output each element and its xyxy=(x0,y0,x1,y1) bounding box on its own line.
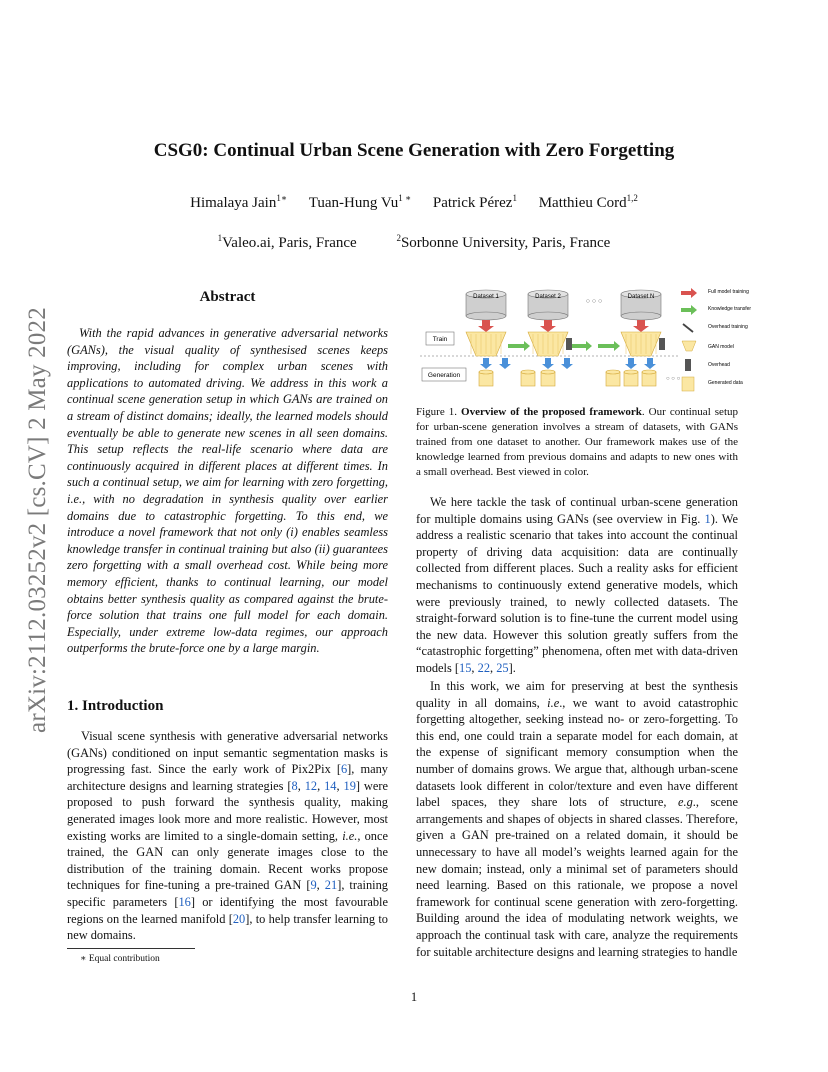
author: Matthieu Cord$^{1,2}$ xyxy=(538,193,638,211)
body-paragraph: We here tackle the task of continual urban-scene generation for multiple domains using GANs (see overview in Fig. 1). We address a realistic scenario that takes into account the continual property of driving data acquisition: data are continually collected from different places. Such a reality asks for efficient mechanisms to continuously extend generative models, which were previously trained, to newly collected datasets. The straight-forward solution is to fine-tune the current model using the new data. However this solution greatly suffers from the “catastrophic forgetting” phenomena, often met with data-driven models [15, 22, 25]. xyxy=(416,495,738,675)
generation-arrow xyxy=(480,358,492,369)
citation-link[interactable]: 6 xyxy=(340,762,348,777)
footnote-rule xyxy=(67,948,195,949)
citation-link[interactable]: 20 xyxy=(232,911,246,926)
citation-link[interactable]: 22 xyxy=(477,660,491,675)
citation-link[interactable]: 8 xyxy=(291,778,298,793)
citation-link[interactable]: 12 xyxy=(304,778,318,793)
generation-label: Generation xyxy=(427,372,461,379)
arxiv-id: arXiv:2112.03252v2 [cs.CV] 2 May 2022 xyxy=(24,307,51,733)
svg-text:Dataset N: Dataset N xyxy=(627,294,655,300)
abstract-text: With the rapid advances in generative adversarial networks (GANs), the visual quality of synthesised scenes keeps improving, including for complex urban scenes with applications to automated driving. We address in this work a continual scene generation setup in which GANs are trained on a stream of distinct domains; ideally, the learned models should eventually be able to generate new scenes in all seen domains. This setup reflects the real-life scenario where data are continuously acquired in different places at different times. In such a continual setup, we aim for learning with zero forgetting, i.e., with no degradation in synthesis quality over earlier domains due to catastrophic forgetting. To this end, we introduce a novel framework that not only (i) enables seamless knowledge transfer in continual training but also (ii) guarantees zero forgetting with a small overhead cost. While being more memory efficient, thanks to continual learning, our model obtains better synthesis quality as compared against the brute-force solution that trains one full model for each domain. Especially, under extreme low-data regimes, our approach outperforms the brute-force one by a large margin. xyxy=(67,326,388,656)
citation-link[interactable]: 15 xyxy=(459,660,472,675)
abstract-heading: Abstract xyxy=(199,289,256,305)
gan-model-n xyxy=(621,332,661,356)
gan-model-1 xyxy=(466,332,506,356)
footnote: ∗ Equal contribution xyxy=(80,954,160,964)
body-paragraph: In this work, we aim for preserving at best the synthesis quality in all domains, i.e., we want to avoid catastrophic forgetting altogether, seeking instead no- or zero-forgetting. To this end, one could train a separate model for each domain, at the expense of significant memory consumption when the number of domains grows. We argue that, although urban-scene datasets look different in color/texture and even have different label spaces, they share lots of structure, e.g., scene arrangements and shapes of objects in shared classes. Therefore, given a GAN pre-trained on a related domain, it should be unnecessary to have all model’s weights learned again for the new domain; instead, only a minimal set of parameters should need learning. Based on this rationale, we propose a novel framework for continual scene generation with zero-forgetting. Building around the idea of modulating network weights, we approach the continual task with care, analyze the requirements for suitable architecture designs and learning strategies to handle xyxy=(416,679,738,959)
section-heading-introduction: 1. Introduction xyxy=(67,698,164,714)
svg-text:Overhead training: Overhead training xyxy=(708,324,748,330)
intro-paragraph: Visual scene synthesis with generative adversarial networks (GANs) conditioned on input semantic segmentation masks is progressing fast. Since the early work of Pix2Pix [6], many architecture designs and learning strategies [8, 12, 14, 19] were proposed to push forward the synthesis quality, making generated images look more and more realistic. However, most existing works are limited to a single-domain setting, i.e., once trained, the GAN can only generate images close to the distribution of the training domain. Recent works propose techniques for fine-tuning a pre-trained GAN [9, 21], training specific parameters [16] or identifying the most favourable regions on the learned manifold [20], to help transfer learning to new domains. xyxy=(67,729,388,943)
framework-diagram xyxy=(416,284,752,396)
citation-link[interactable]: 9 xyxy=(310,878,317,893)
gan-model-2 xyxy=(528,332,568,356)
citation-link[interactable]: 14 xyxy=(324,778,337,793)
svg-text:Knowledge transfer: Knowledge transfer xyxy=(708,306,752,312)
svg-text:Overhead: Overhead xyxy=(708,362,730,368)
svg-text:Dataset 2: Dataset 2 xyxy=(535,294,561,300)
figure-caption: Figure 1. Overview of the proposed framework. Our continual setup for urban-scene generation involves a stream of datasets, with GANs trained from one dataset to another. Our framework makes use of the knowledge learned from previous domains and adapts to new ones with a small overhead. Best viewed in color. xyxy=(416,406,738,478)
figure-legend xyxy=(681,288,751,391)
dataset-1-cylinder xyxy=(466,290,506,320)
svg-text:Generated data: Generated data xyxy=(708,380,743,386)
author: Patrick Pérez$^1$ xyxy=(432,193,517,211)
svg-text:GAN model: GAN model xyxy=(708,344,734,350)
citation-link[interactable]: 16 xyxy=(178,894,191,909)
dataset-ellipsis: ○ ○ ○ xyxy=(585,298,603,305)
dataset-2-cylinder xyxy=(528,290,568,320)
citation-link[interactable]: 21 xyxy=(324,878,338,893)
author: Himalaya Jain$^{1∗}$ xyxy=(190,193,287,211)
generated-data-cylinders xyxy=(479,370,656,386)
affiliation-list xyxy=(0,233,828,252)
author: Tuan-Hung $Vu^{1 ∗}$ xyxy=(308,193,412,211)
page-number: 1 xyxy=(410,990,418,1004)
citation-link[interactable]: 25 xyxy=(496,660,509,675)
paper-title: CSG0: Continual Urban Scene Generation with Zero Forgetting xyxy=(153,140,675,161)
author-list xyxy=(0,193,828,212)
affiliation: $^1$Valeo.ai, Paris, France xyxy=(217,233,357,251)
svg-text:Full model training: Full model training xyxy=(708,289,749,295)
arxiv-identifier-stamp xyxy=(18,290,58,750)
figure-reference-link[interactable]: 1 xyxy=(704,511,711,526)
dataset-n-cylinder xyxy=(621,290,661,320)
citation-link[interactable]: 19 xyxy=(343,778,356,793)
svg-text:○ ○ ○: ○ ○ ○ xyxy=(666,376,681,382)
affiliation: $^2$Sorbonne University, Paris, France xyxy=(396,233,611,251)
knowledge-transfer-arrow xyxy=(508,341,530,351)
full-training-arrow xyxy=(478,320,494,332)
train-label: Train xyxy=(432,336,448,343)
figure-1 xyxy=(416,284,752,396)
svg-text:Dataset 1: Dataset 1 xyxy=(473,294,499,300)
